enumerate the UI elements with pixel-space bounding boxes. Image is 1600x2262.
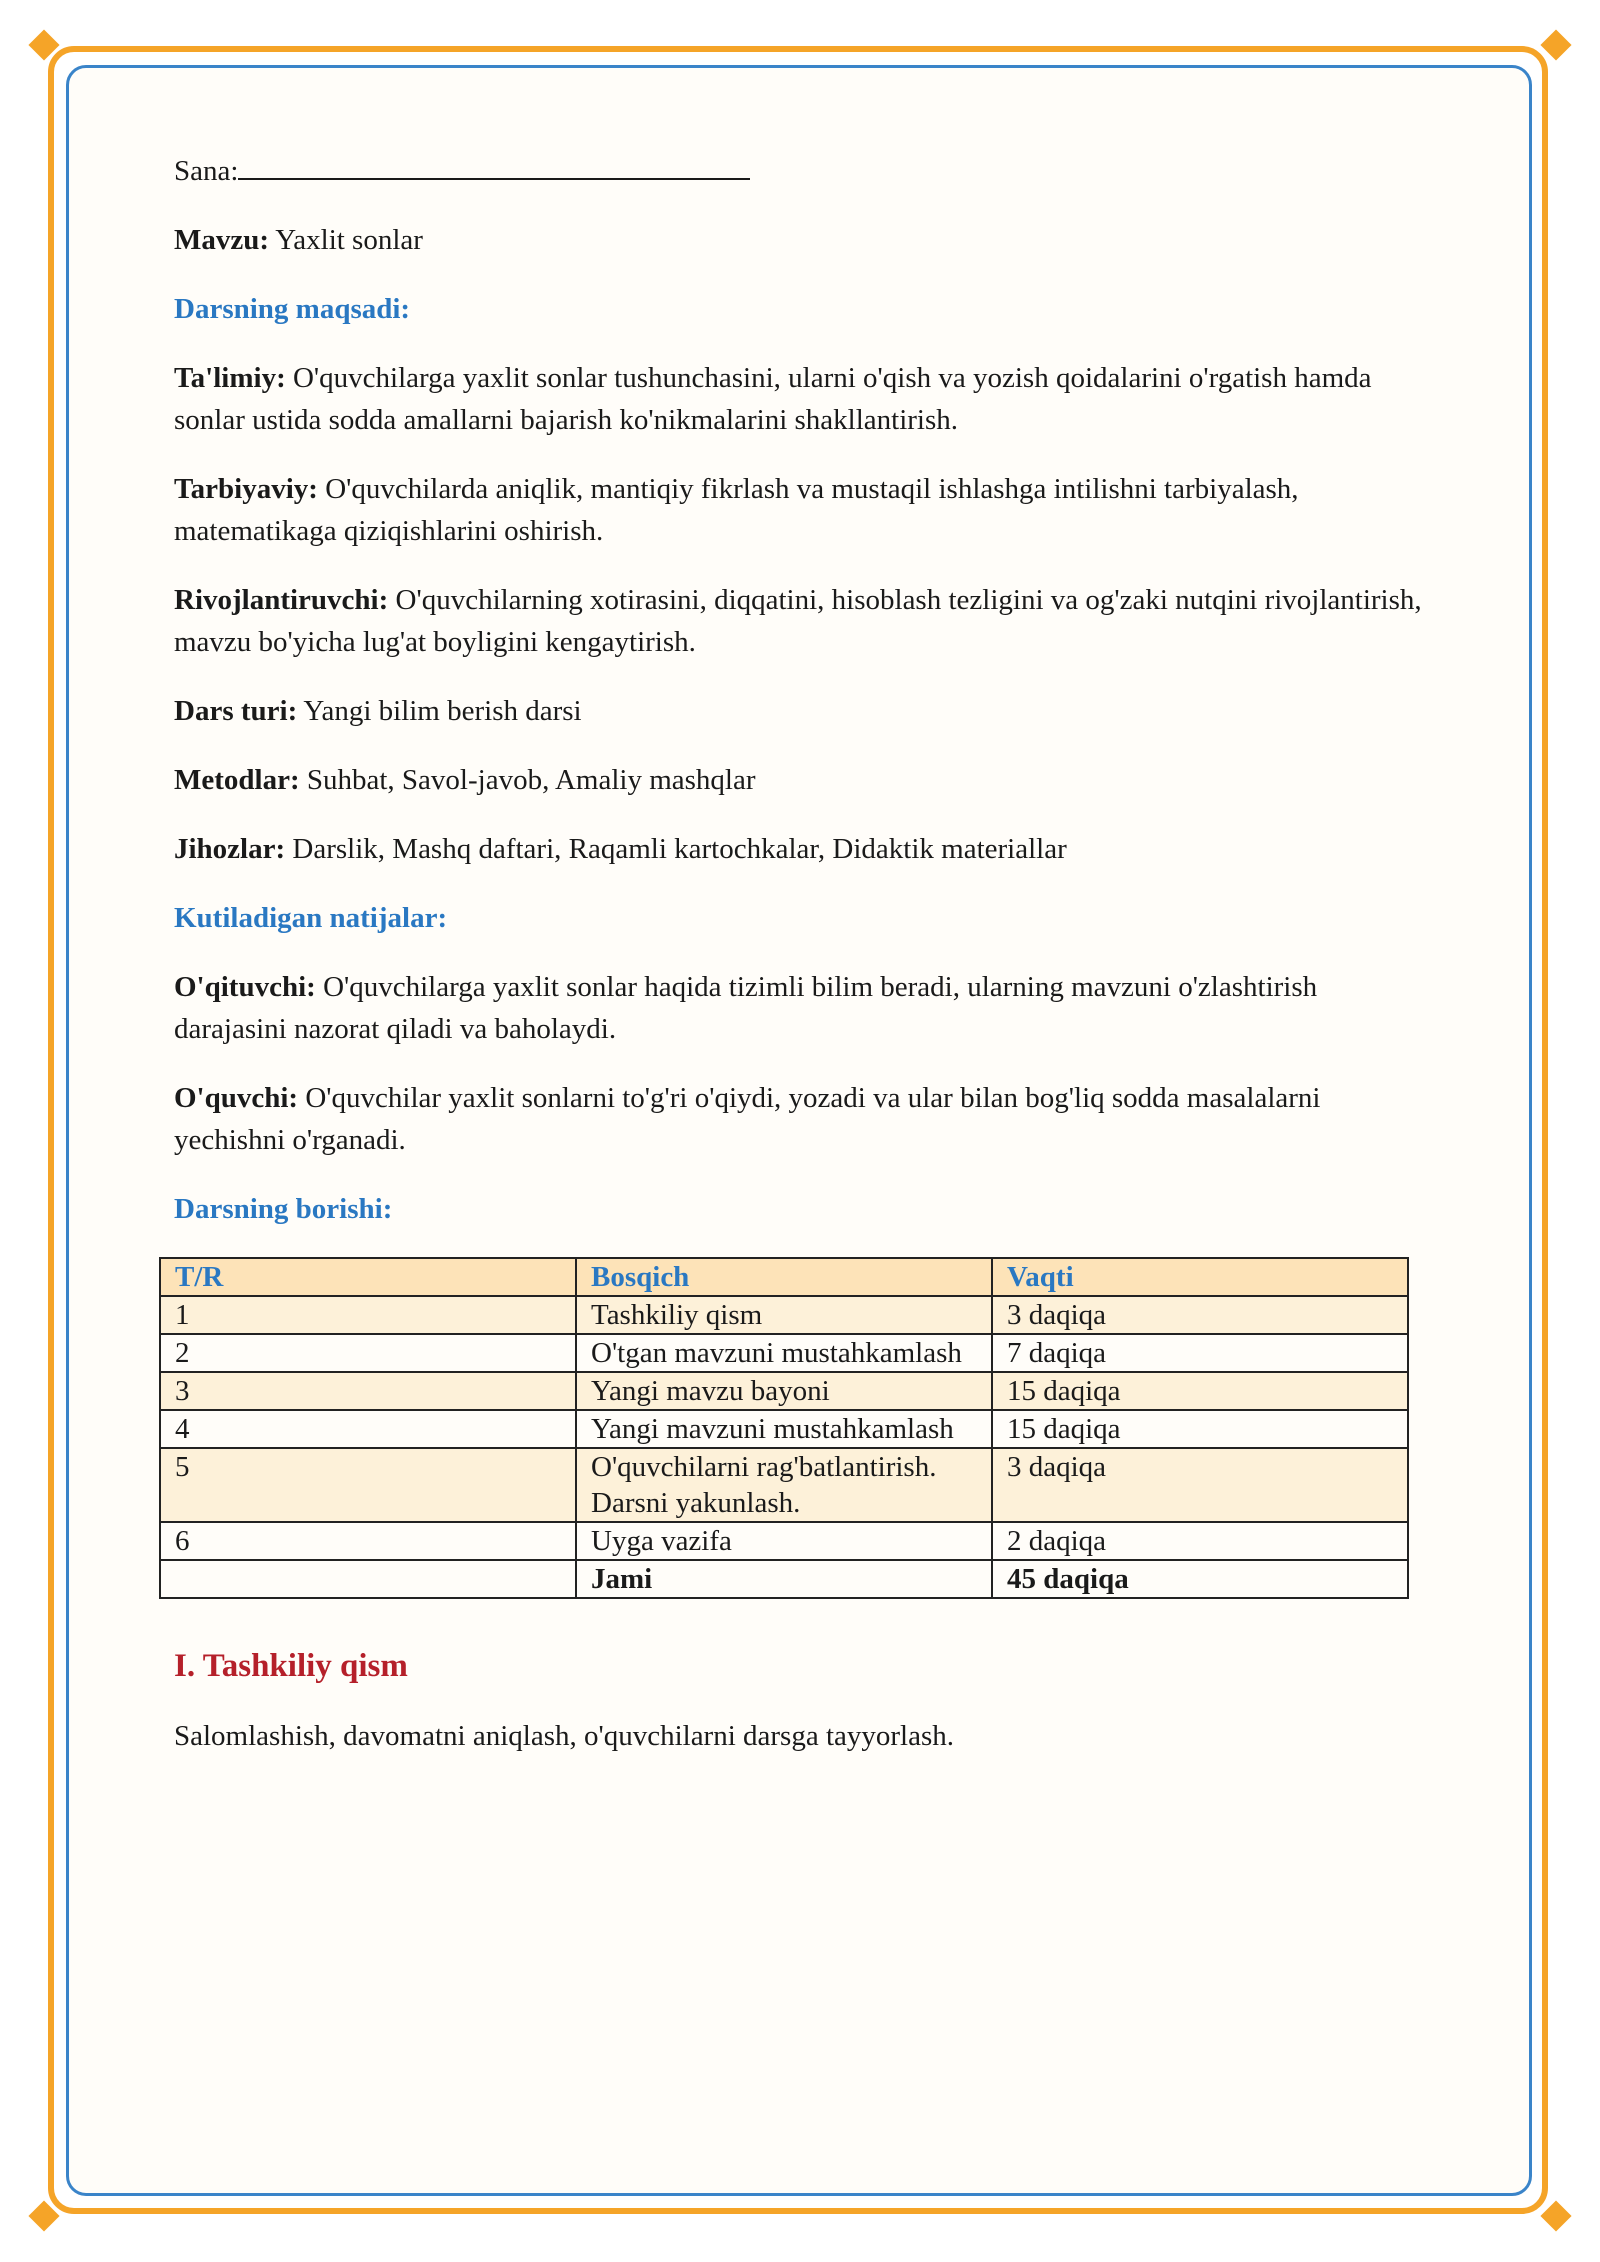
teacher-text: O'quvchilarga yaxlit sonlar haqida tizimli bilim beradi, ularning mavzuni o'zlashtirish darajasini nazorat qiladi va baholaydi. (174, 971, 1318, 1045)
row-number: 3 (160, 1372, 576, 1410)
mavzu-value: Yaxlit sonlar (275, 224, 423, 256)
row-stage: O'tgan mavzuni mustahkamlash (576, 1334, 992, 1372)
sana-blank (238, 148, 750, 180)
goals-heading: Darsning maqsadi: (174, 293, 411, 325)
goal-talimiy (174, 357, 1424, 441)
student-label: O'quvchi: (174, 1082, 299, 1114)
plan-heading: Darsning borishi: (174, 1193, 393, 1225)
goal-rivojlantiruvchi (174, 579, 1424, 663)
row-time: 15 daqiqa (992, 1372, 1408, 1410)
talimiy-label: Ta'limiy: (174, 362, 286, 394)
mavzu-line (174, 219, 1424, 261)
goal-tarbiyaviy (174, 468, 1424, 552)
row-number: 4 (160, 1410, 576, 1448)
metodlar (174, 759, 1424, 801)
table-row (160, 1334, 1408, 1372)
tarbiyaviy-label: Tarbiyaviy: (174, 473, 318, 505)
tarbiyaviy-text: O'quvchilarda aniqlik, mantiqiy fikrlash va mustaqil ishlashga intilishni tarbiyalash, matematikaga qiziqishlarini oshirish. (174, 473, 1299, 547)
talimiy-text: O'quvchilarga yaxlit sonlar tushunchasini, ularni o'qish va yozish qoidalarini o'rgatish hamda sonlar ustida sodda amallarni bajarish ko'nikmalarini shakllantirish. (174, 362, 1372, 436)
row-stage: O'quvchilarni rag'batlantirish. Darsni yakunlash. (576, 1448, 992, 1522)
rivoj-label: Rivojlantiruvchi: (174, 584, 389, 616)
results-heading: Kutiladigan natijalar: (174, 902, 448, 934)
total-time: 45 daqiqa (992, 1560, 1408, 1598)
row-time: 2 daqiqa (992, 1522, 1408, 1560)
table-total-row (160, 1560, 1408, 1598)
table-row (160, 1372, 1408, 1410)
row-stage: Tashkiliy qism (576, 1296, 992, 1334)
row-stage: Yangi mavzu bayoni (576, 1372, 992, 1410)
lesson-plan-table (159, 1257, 1409, 1599)
row-number: 1 (160, 1296, 576, 1334)
section1-heading: I. Tashkiliy qism (174, 1648, 408, 1684)
row-number: 2 (160, 1334, 576, 1372)
table-row (160, 1448, 1408, 1522)
row-time: 7 daqiqa (992, 1334, 1408, 1372)
total-number (160, 1560, 576, 1598)
row-stage: Uyga vazifa (576, 1522, 992, 1560)
dars-turi (174, 690, 1424, 732)
column-header: Bosqich (576, 1258, 992, 1296)
column-header: T/R (160, 1258, 576, 1296)
total-label: Jami (576, 1560, 992, 1598)
dars-turi-value: Yangi bilim berish darsi (303, 695, 582, 727)
row-number: 5 (160, 1448, 576, 1522)
jihozlar-label: Jihozlar: (174, 833, 286, 865)
dars-turi-label: Dars turi: (174, 695, 298, 727)
jihozlar-value: Darslik, Mashq daftari, Raqamli kartochkalar, Didaktik materiallar (292, 833, 1067, 865)
corner-ornament-tr (1540, 29, 1571, 60)
table-row (160, 1410, 1408, 1448)
column-header: Vaqti (992, 1258, 1408, 1296)
table-header-row (160, 1258, 1408, 1296)
row-number: 6 (160, 1522, 576, 1560)
teacher-label: O'qituvchi: (174, 971, 316, 1003)
mavzu-label: Mavzu: (174, 224, 270, 256)
document-body (174, 148, 1424, 1784)
sana-line (174, 148, 1424, 192)
row-time: 3 daqiqa (992, 1296, 1408, 1334)
section1-text: Salomlashish, davomatni aniqlash, o'quvchilarni darsga tayyorlash. (174, 1720, 955, 1752)
row-time: 3 daqiqa (992, 1448, 1408, 1522)
row-time: 15 daqiqa (992, 1410, 1408, 1448)
student-text: O'quvchilar yaxlit sonlarni to'g'ri o'qiydi, yozadi va ular bilan bog'liq sodda masalalarni yechishni o'rganadi. (174, 1082, 1321, 1156)
result-student (174, 1077, 1424, 1161)
rivoj-text: O'quvchilarning xotirasini, diqqatini, hisoblash tezligini va og'zaki nutqini rivojlantirish, mavzu bo'yicha lug'at boyligini kengaytirish. (174, 584, 1422, 658)
table-row (160, 1296, 1408, 1334)
sana-label: Sana: (174, 155, 239, 187)
result-teacher (174, 966, 1424, 1050)
metodlar-value: Suhbat, Savol-javob, Amaliy mashqlar (306, 764, 756, 796)
row-stage: Yangi mavzuni mustahkamlash (576, 1410, 992, 1448)
corner-ornament-br (1540, 2200, 1571, 2231)
jihozlar (174, 828, 1424, 870)
metodlar-label: Metodlar: (174, 764, 300, 796)
table-row (160, 1522, 1408, 1560)
